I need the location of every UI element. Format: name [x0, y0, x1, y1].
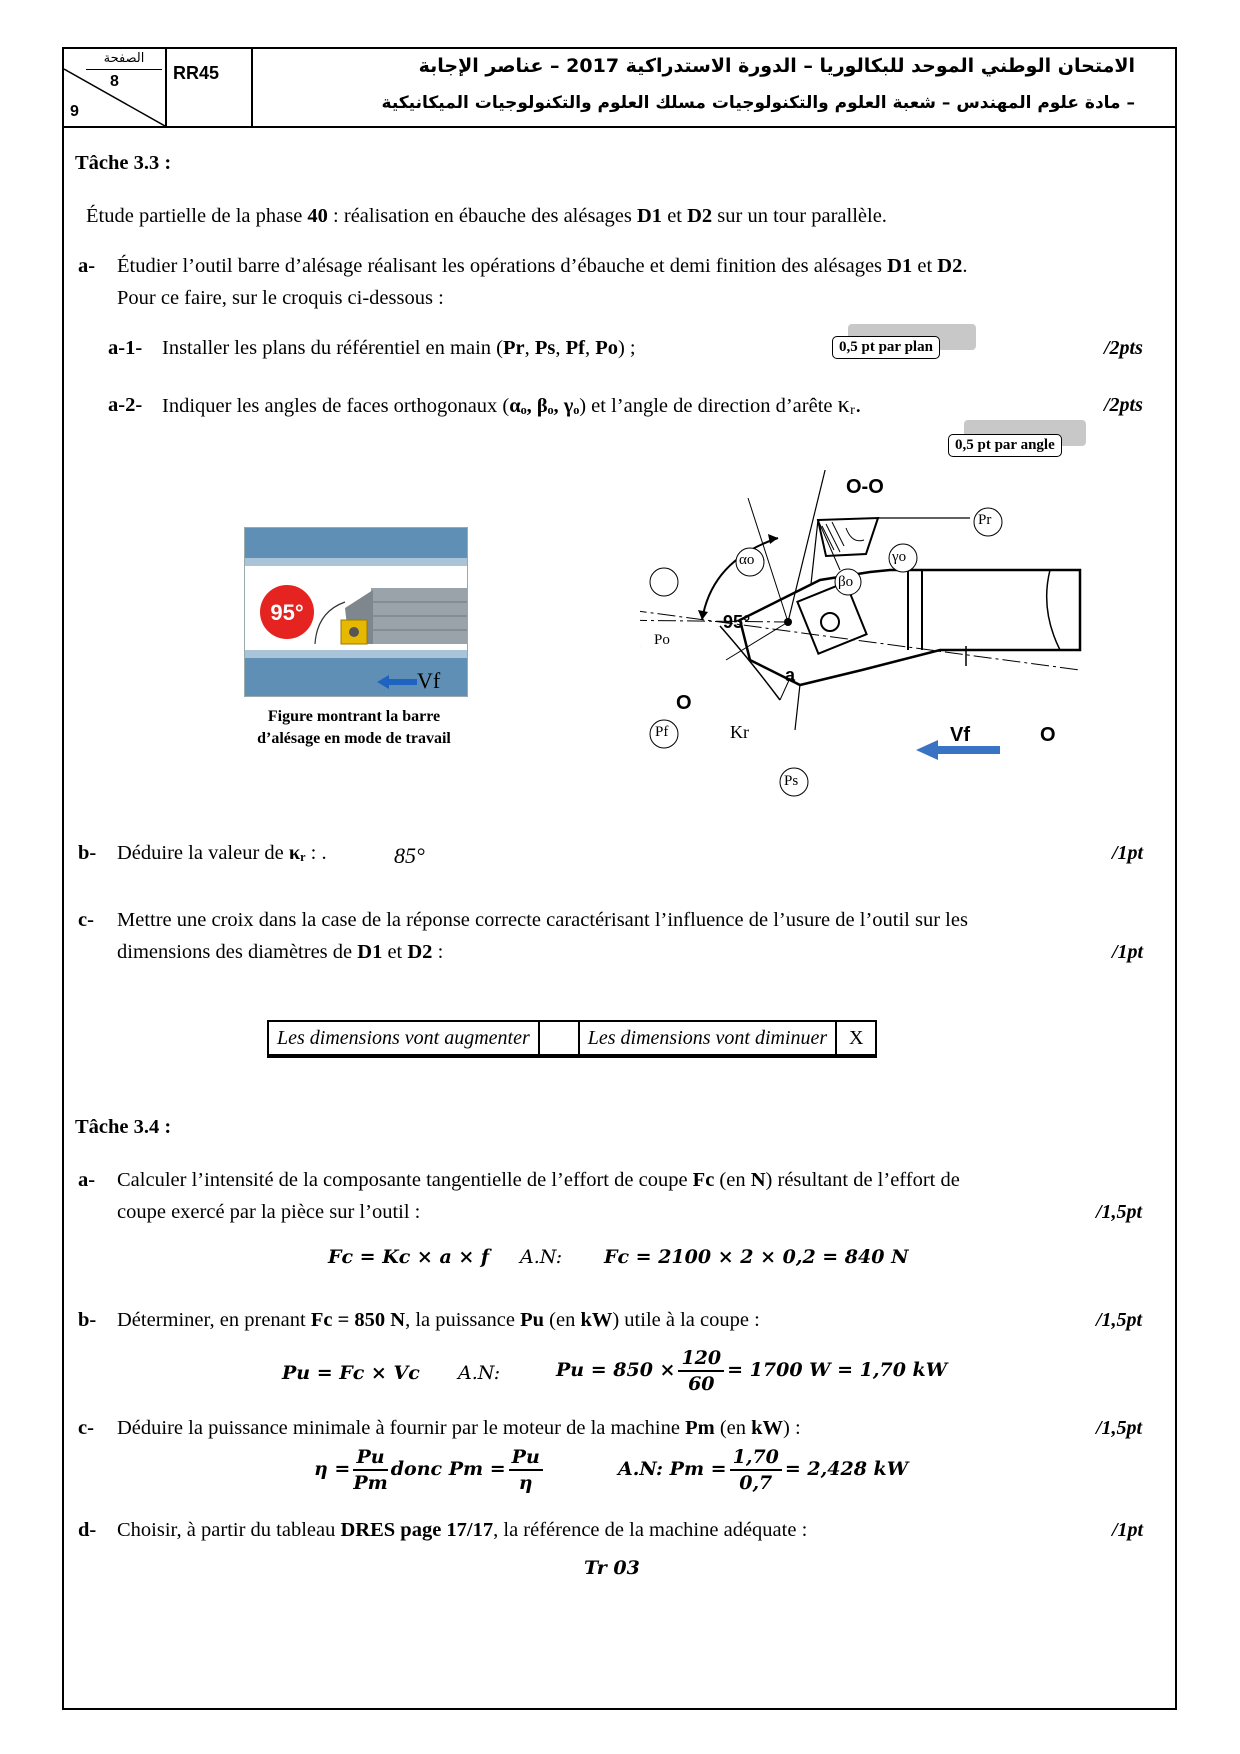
photo-badge-95: 95°	[270, 600, 304, 625]
checkbox-increase[interactable]	[539, 1021, 579, 1056]
sketch-95-label: 95°	[723, 612, 751, 632]
option-increase: Les dimensions vont augmenter	[268, 1021, 539, 1056]
formula-fc: Fc = Kc × a × f	[328, 1246, 490, 1268]
sketch-section-label: O-O	[846, 476, 884, 498]
points-b: /1pt	[1112, 842, 1144, 864]
q-a2-text: Indiquer les angles de faces orthogonaux (αₒ, βₒ, γₒ) et l’angle de direction d’arête κᵣ.	[162, 392, 862, 418]
sketch-point-a: a	[785, 665, 796, 685]
points-a2: /2pts	[1104, 394, 1143, 416]
sketch-kr-label: Kr	[730, 722, 749, 742]
q-c-text2: dimensions des diamètres de D1 et D2 :	[117, 941, 444, 963]
points-a1: /2pts	[1104, 337, 1143, 359]
sketch-o-right: O	[1040, 724, 1056, 746]
figure-caption: Figure montrant la barre d’alésage en mode de travail	[257, 708, 451, 747]
points-chip-angle: 0,5 pt par angle	[948, 434, 1062, 457]
formula-pu: Pu = Fc × Vc	[282, 1362, 420, 1384]
sketch-alpha-label: αo	[739, 552, 755, 568]
answer-table	[267, 1020, 877, 1058]
boring-bar-photo	[244, 527, 468, 697]
q-a-text2: Pour ce faire, sur le croquis ci-dessous :	[117, 287, 444, 309]
sketch-pf-label: Pf	[655, 724, 669, 740]
page-total: 9	[70, 103, 79, 120]
q-a-text1: Étudier l’outil barre d’alésage réalisant les opérations d’ébauche et demi finition des alésages D1 et D2.	[117, 255, 968, 277]
q-a2-label: a-2-	[108, 394, 143, 416]
sketch-pr-label: Pr	[978, 512, 992, 528]
page-label: الصفحة	[86, 51, 162, 70]
formula-pm: A.N: Pm = $\frac{1,70}{0,7}$ = 2,428 kW	[618, 1446, 909, 1494]
q34-c-text: Déduire la puissance minimale à fournir par le moteur de la machine Pm (en kW) :	[117, 1417, 801, 1439]
formula-pu-an: A.N:	[458, 1362, 501, 1384]
formula-fc-an: A.N:	[520, 1246, 563, 1268]
sketch-ps-label: Ps	[784, 773, 799, 789]
q-a1-label: a-1-	[108, 337, 143, 359]
checkbox-decrease[interactable]: X	[836, 1021, 876, 1056]
exam-code-box	[165, 49, 253, 126]
photo-vf-arrow	[377, 674, 419, 690]
task33-intro: Étude partielle de la phase 40 : réalisation en ébauche des alésages D1 et D2 sur un tour parallèle.	[86, 205, 887, 227]
q34-b-text: Déterminer, en prenant Fc = 850 N, la puissance Pu (en kW) utile à la coupe :	[117, 1309, 760, 1331]
sketch-o-left: O	[676, 692, 692, 714]
formula-eta: η = $\frac{Pu}{Pm}$ donc Pm = $\frac{Pu}{\eta}$	[314, 1445, 546, 1495]
q-b-text: Déduire la valeur de κᵣ : .	[117, 842, 327, 864]
sketch-beta-label: βo	[838, 574, 854, 590]
exam-code: RR45	[173, 63, 220, 83]
sketch-gamma-label: γo	[892, 549, 907, 565]
header-title-line2: – مادة علوم المهندس – شعبة العلوم والتكنولوجيات مسلك العلوم والتكنولوجيات الميكانيكية	[381, 93, 1135, 113]
points-34d: /1pt	[1112, 1519, 1144, 1541]
q34-d-text: Choisir, à partir du tableau DRES page 17/17, la référence de la machine adéquate :	[117, 1519, 808, 1541]
points-34c: /1,5pt	[1096, 1417, 1143, 1439]
option-decrease: Les dimensions vont diminuer	[579, 1021, 836, 1056]
page-number-box	[64, 49, 167, 126]
q34-a-label: a-	[78, 1169, 96, 1191]
header-title-line1: الامتحان الوطني الموحد للبكالوريا – الدورة الاستدراكية 2017 – عناصر الإجابة	[418, 55, 1135, 77]
answer-machine: Tr 03	[584, 1557, 640, 1579]
page-header	[64, 49, 1175, 128]
sketch-po-label: Po	[654, 632, 670, 648]
points-c: /1pt	[1112, 941, 1144, 963]
q34-d-label: d-	[78, 1519, 97, 1541]
page-number: 8	[110, 73, 119, 90]
q-c-text1: Mettre une croix dans la case de la réponse correcte caractérisant l’influence de l’usure de l’outil sur les	[117, 909, 968, 931]
points-34b: /1,5pt	[1096, 1309, 1143, 1331]
q-b-answer: 85°	[394, 843, 425, 868]
q34-a-text1: Calculer l’intensité de la composante tangentielle de l’effort de coupe Fc (en N) résultant de l’effort de	[117, 1169, 960, 1191]
points-34a: /1,5pt	[1096, 1201, 1143, 1223]
formula-fc-result: Fc = 2100 × 2 × 0,2 = 840 N	[604, 1246, 909, 1268]
q-b-label: b-	[78, 842, 97, 864]
q34-b-label: b-	[78, 1309, 97, 1331]
points-chip-plan: 0,5 pt par plan	[832, 336, 940, 359]
photo-vf-label: Vf	[417, 668, 441, 693]
sketch-vf-label: Vf	[950, 724, 970, 746]
formula-pu-result: Pu = 850 × $\frac{120}{60}$ = 1700 W = 1,70 kW	[556, 1347, 948, 1395]
q34-c-label: c-	[78, 1417, 94, 1439]
q-c-label: c-	[78, 909, 94, 931]
tool-geometry-sketch	[640, 470, 1100, 810]
q-a1-text: Installer les plans du référentiel en main (Pr, Ps, Pf, Po) ;	[162, 337, 636, 359]
task34-title: Tâche 3.4 :	[75, 1116, 172, 1138]
task33-title: Tâche 3.3 :	[75, 152, 172, 174]
q34-a-text2: coupe exercé par la pièce sur l’outil :	[117, 1201, 421, 1223]
q-a-label: a-	[78, 255, 96, 277]
